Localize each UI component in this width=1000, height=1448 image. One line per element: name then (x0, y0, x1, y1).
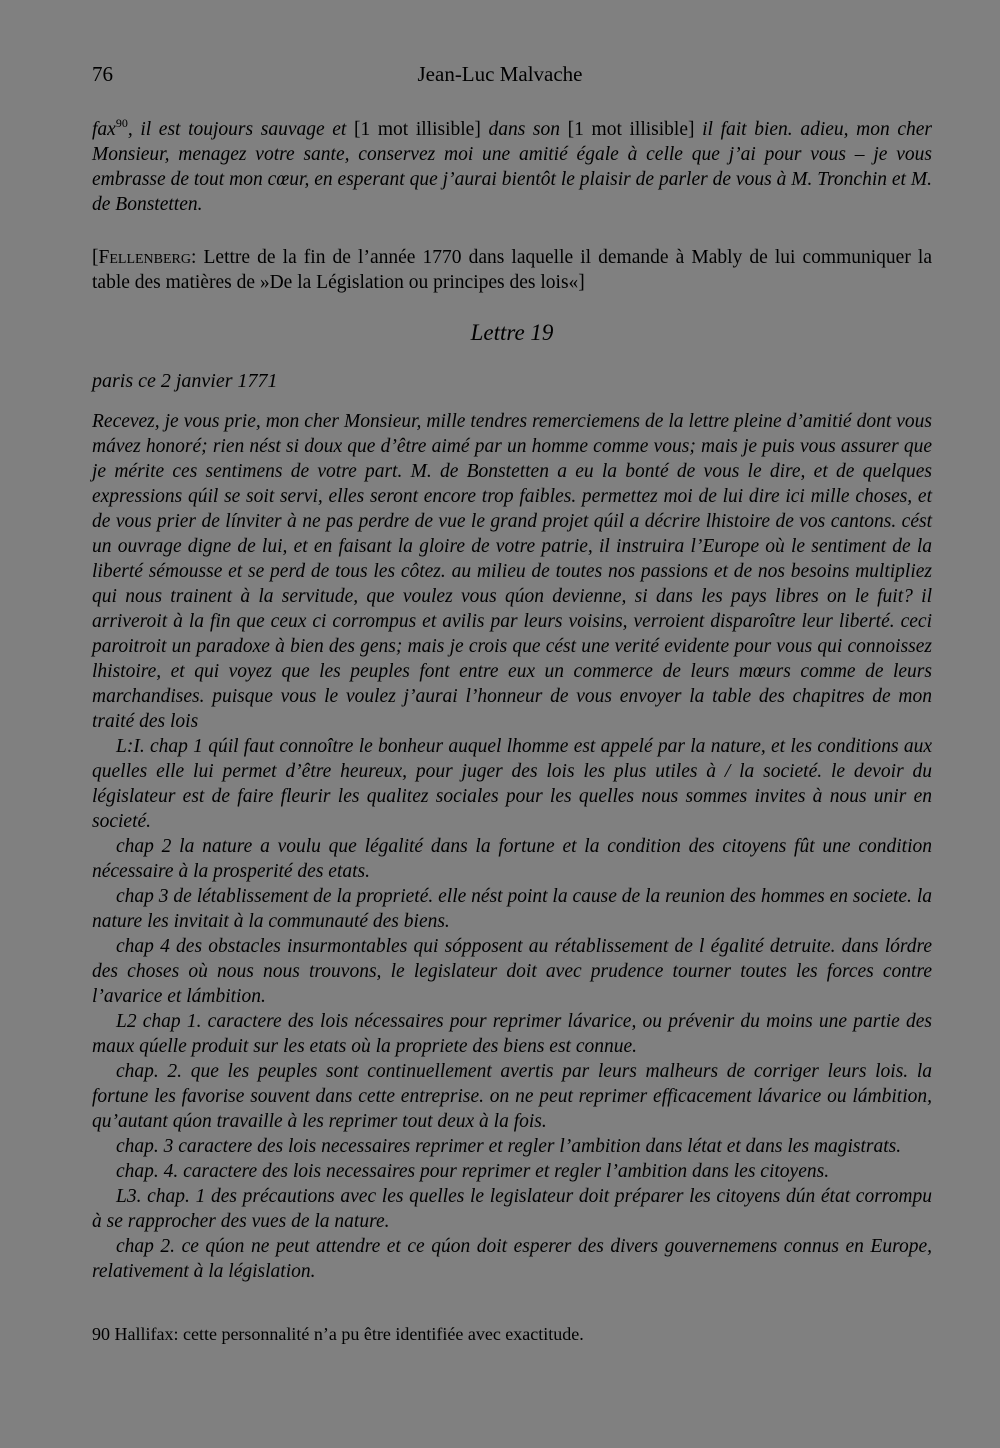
page-number: 76 (92, 62, 113, 86)
toc-entry: L3. chap. 1 des précautions avec les quelles le legislateur doit préparer les citoyens dún état corrompu à se rapprocher des vues de la nature. (92, 1186, 932, 1232)
toc-entry: chap. 3 caractere des lois necessaires reprimer et regler l’ambition dans létat et dans les magistrats. (116, 1136, 902, 1157)
text-fragment: dans son (480, 119, 568, 140)
toc-entry: chap 2. ce qúon ne peut attendre et ce qúon doit esperer des divers gouvernemens connus en Europe, relativement à la législation. (92, 1236, 932, 1282)
table-of-chapters (92, 734, 932, 1284)
text-fragment: il fait bien. adieu, mon cher Monsieur, menagez votre sante, conservez moi une amitié égale à celle que j’ai pour vous – je vous embrasse de tout mon cœur, en esperant que j’aurai bientôt le plaisir de parler de vous à M. Tronchin et M. de Bonstetten. (92, 119, 933, 215)
toc-entry: L2 chap 1. caractere des lois nécessaires pour reprimer lávarice, ou prévenir du moins une partie des maux qúelle produit sur les etats où la propriete des biens est connue. (92, 1011, 932, 1057)
letter-title: Lettre 19 (470, 320, 554, 345)
previous-letter-ending (92, 117, 932, 217)
toc-entry: chap. 4. caractere des lois necessaires pour reprimer et regler l’ambition dans les citoyens. (116, 1161, 830, 1182)
toc-entry: chap 2 la nature a voulu que légalité dans la fortune et la condition des citoyens fût une condition nécessaire à la prosperité des etats. (92, 836, 932, 882)
letter-body (92, 409, 932, 1284)
toc-entry: chap 4 des obstacles insurmontables qui sópposent au rétablissement de l égalité detruite. dans lórdre des choses où nous nous trouvons, le legislateur doit avec prudence tourner toutes les forces contre l’avarice et lámbition. (92, 936, 932, 1007)
running-head: Jean-Luc Malvache (417, 62, 583, 86)
text-fragment: fax (92, 119, 116, 140)
letter-dateline: paris ce 2 janvier 1771 (92, 370, 278, 392)
footnote-text: Hallifax: cette personnalité n’a pu être identifiée avec exactitude. (110, 1324, 584, 1344)
correspondent-name: Fellenberg (98, 247, 192, 268)
text-fragment: , il est toujours sauvage et (127, 119, 354, 140)
toc-entry: chap. 2. que les peuples sont continuellement avertis par leurs malheurs de corriger leurs lois. la fortune les favorise souvent dans cette entreprise. on ne peut reprimer efficacement lávarice ou lámbition, qu’autant qúon travaille à les reprimer tout deux à la fois. (92, 1061, 932, 1132)
bracket: [ (92, 247, 99, 268)
letter-paragraph: Recevez, je vous prie, mon cher Monsieur, mille tendres remerciemens de la lettre pleine d’amitié dont vous mávez honoré; rien nést si doux que d’être aimé par un homme comme vous; mais je puis vous assurer que je mérite ces sentimens de votre part. M. de Bonstetten a eu la bonté de vous le dire, et de quelques expressions qúil se soit servi, elles seront encore trop faibles. permettez moi de lui dire ici mille choses, et de vous prier de línviter à ne pas perdre de vue le grand projet qúil a décrire lhistoire de vos cantons. cést un ouvrage digne de lui, et en faisant la gloire de votre patrie, il instruira l’Europe où le sentiment de la liberté sémousse et se perd de tous les côtez. au milieu de toutes nos passions et de nos besoins multipliez qui nous trainent à la servitude, que voulez vous qúon devienne, si dans les pays libres on le fuit? il arriveroit à la fin que ceux ci corrompus et avilis par leurs voisins, verroient disparoître leur liberté. ceci paroitroit un paradoxe à bien des gens; mais je crois que cést une verité evidente pour vous qui connoissez lhistoire, et qui voyez que les peuples font entre eux un commerce de leurs mœurs comme de leurs marchandises. puisque vous le voulez j’aurai l’honneur de vous envoyer la table des chapitres de mon traité des lois (92, 411, 932, 732)
toc-entry: L:I. chap 1 qúil faut connoître le bonheur auquel lhomme est appelé par la nature, et les conditions aux quelles elle lui permet d’être heureux, pour juger des lois les plus utiles à / la societé. le devoir du législateur est de faire fleurir les qualitez sociales pour les quelles nous sommes invites à nous unir en societé. (92, 736, 932, 832)
toc-entry: chap 3 de létablissement de la proprieté. elle nést point la cause de la reunion des hommes en societe. la nature les invitait à la communauté des biens. (92, 886, 932, 932)
editorial-note-text: : Lettre de la fin de l’année 1770 dans laquelle il demande à Mably de lui communiquer la table des matières de »De la Législation ou principes des lois«] (92, 247, 932, 293)
illegible-word-note: [1 mot illisible] (567, 119, 695, 140)
editorial-note (92, 245, 932, 295)
footnote-number: 90 (92, 1324, 110, 1344)
illegible-word-note: [1 mot illisible] (353, 119, 481, 140)
footnote (92, 1324, 932, 1345)
footnote-reference: 90 (115, 116, 128, 130)
